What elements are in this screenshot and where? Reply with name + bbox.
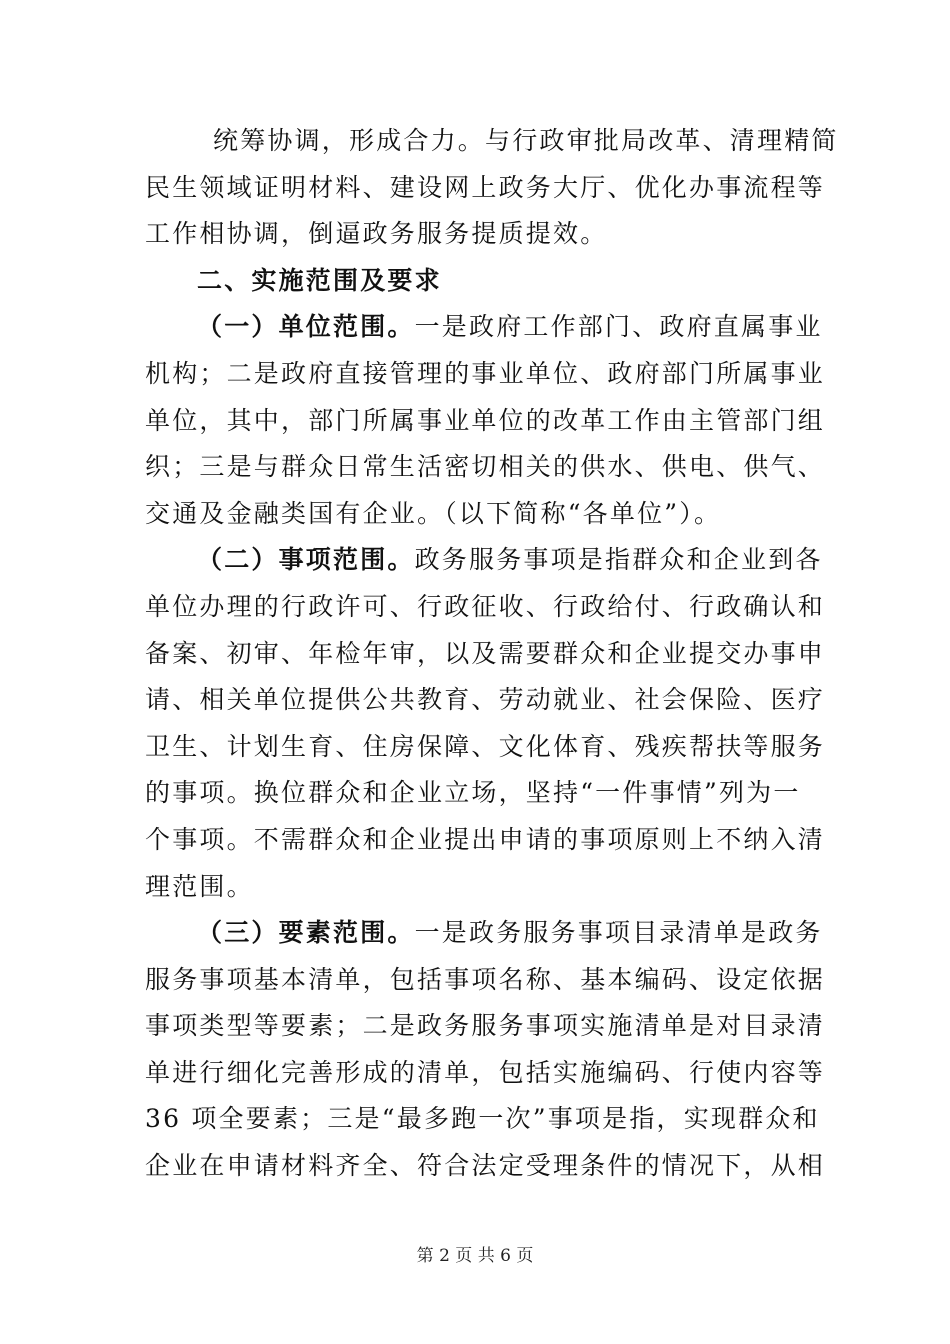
paragraph-line: 单进行细化完善形成的清单，包括实施编码、行使内容等 [145, 1057, 826, 1087]
paragraph-line: 服务事项基本清单，包括事项名称、基本编码、设定依据 [145, 964, 826, 994]
page-number-footer: 第 2 页 共 6 页 [416, 1246, 534, 1266]
subsection-title: （三）要素范围。 [197, 918, 415, 948]
paragraph-line: 交通及金融类国有企业。（以下简称“各单位”）。 [145, 498, 722, 528]
paragraph-line: 工作相协调，倒逼政务服务提质提效。 [145, 219, 608, 249]
paragraph-line: 请、相关单位提供公共教育、劳动就业、社会保险、医疗 [145, 685, 826, 715]
paragraph-line [145, 910, 823, 957]
subsection-title: （一）单位范围。 [197, 312, 415, 342]
paragraph-line: 单位，其中，部门所属事业单位的改革工作由主管部门组 [145, 405, 826, 435]
paragraph-line: 企业在申请材料齐全、符合法定受理条件的情况下，从相 [145, 1151, 826, 1181]
paragraph-text: 一是政府工作部门、政府直属事业 [414, 312, 823, 342]
section-heading: 二、实施范围及要求 [197, 265, 442, 295]
paragraph-text: 一是政务服务事项目录清单是政务 [414, 918, 823, 948]
paragraph-line: 的事项。换位群众和企业立场，坚持“一件事情”列为一 [145, 778, 801, 808]
subsection-title: （二）事项范围。 [197, 545, 415, 575]
document-body [145, 118, 839, 1190]
paragraph-text: 政务服务事项是指群众和企业到各 [414, 545, 823, 575]
paragraph-line: 单位办理的行政许可、行政征收、行政给付、行政确认和 [145, 591, 826, 621]
paragraph-line: 备案、初审、年检年审，以及需要群众和企业提交办事申 [145, 638, 826, 668]
paragraph-line: 个事项。不需群众和企业提出申请的事项原则上不纳入清 [145, 824, 826, 854]
paragraph-line: 民生领域证明材料、建设网上政务大厅、优化办事流程等 [145, 172, 826, 202]
paragraph-line: 理范围。 [145, 871, 254, 901]
paragraph-line: 统筹协调，形成合力。与行政审批局改革、清理精简 [213, 126, 839, 155]
paragraph-line: 36 项全要素；三是“最多跑一次”事项是指，实现群众和 [145, 1104, 820, 1134]
paragraph-line: 机构；二是政府直接管理的事业单位、政府部门所属事业 [145, 358, 826, 388]
paragraph-line [145, 537, 823, 584]
paragraph-line: 织；三是与群众日常生活密切相关的供水、供电、供气、 [145, 452, 826, 482]
paragraph-line: 事项类型等要素；二是政务服务事项实施清单是对目录清 [145, 1011, 826, 1041]
paragraph-line [145, 304, 823, 351]
paragraph-line: 卫生、计划生育、住房保障、文化体育、残疾帮扶等服务 [145, 731, 826, 761]
